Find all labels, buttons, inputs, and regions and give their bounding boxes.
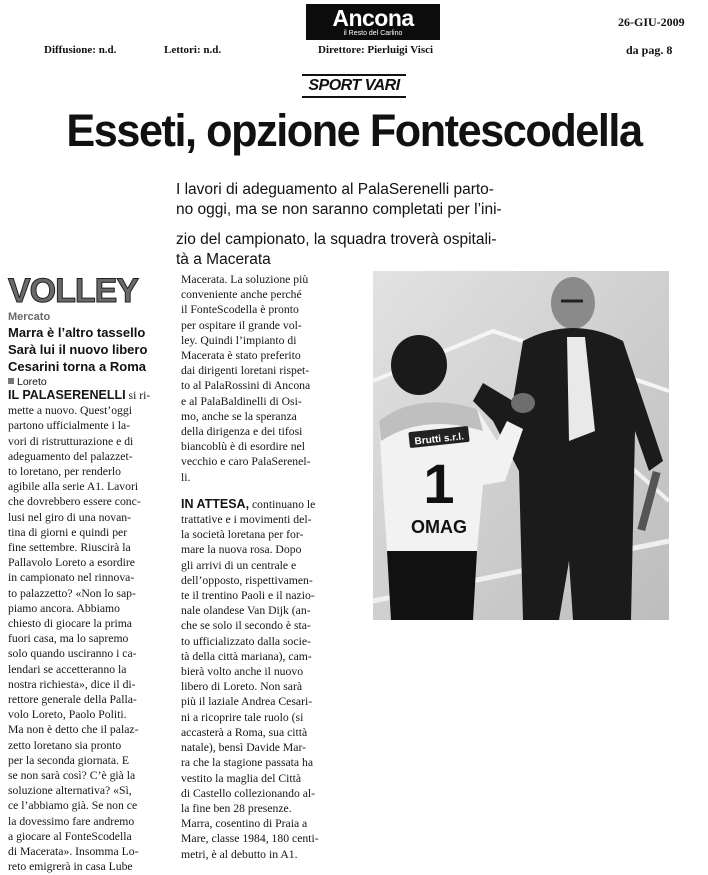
text-line: della dirigenza e dei tifosi [181,425,303,439]
text-line: zetto loretano sia pronto [8,738,122,752]
lettori-info: Lettori: n.d. [164,44,222,56]
text-line: per ospitare il grande vol- [181,318,302,332]
text-line: soluzione alternativa? «Sì, [8,784,132,798]
paragraph-gap [181,485,357,497]
publication-date: 26-GIU-2009 [618,15,685,29]
diffusione-info: Diffusione: n.d. [44,44,117,56]
text-line: che dovrebbero essere conc- [8,495,141,509]
text-line: mare la nuova rosa. Dopo [181,543,302,557]
text-line: li. [181,470,191,484]
text-line: dai dirigenti loretani rispet- [181,364,310,378]
text-line: tina di giorni e quindi per [8,525,128,539]
lead-in: IL PALASERENELLI [8,388,126,402]
subhead-line: Marra è l’altro tassello [8,325,146,340]
text-line: il FonteScodella è pronto [181,303,299,317]
direttore-info: Direttore: Pierluigi Visci [318,44,434,56]
text-line: di Macerata». Insomma Lo- [8,845,139,859]
text-line: mo, anche se la speranza [181,409,297,423]
text-line: la fine ben 28 presenze. [181,801,292,815]
standfirst-line: I lavori di adeguamento al PalaSerenelli parto- [176,181,494,198]
text-line: biancoblù è di esordire nel [181,440,305,454]
jersey-brand: OMAG [411,517,467,537]
standfirst-line: no oggi, ma se non saranno completati per l’ini- [176,201,502,218]
text-line: di Castello collezionando al- [181,786,316,800]
newspaper-name: Ancona [332,5,414,31]
jersey-sponsor: Brutti s.r.l. [414,431,465,448]
text-line: natale), bensì Davide Mar- [181,741,307,755]
text-line: tà della città mariana), cam- [181,649,312,663]
text-line: se non sarà così? C’è già la [8,769,136,783]
text-line: Marra, cosentino di Praia a [181,817,308,831]
text-line: to loretano, per renderlo [8,465,121,479]
newspaper-subname: il Resto del Carlino [343,30,403,37]
text-line: accasterà a Roma, sua città [181,725,308,739]
text-line: to ufficializzato dalla socie- [181,634,311,648]
text-line: volo Loreto, Paolo Politi. [8,708,127,722]
text-line: dell’opposto, rispettivamen- [181,573,313,587]
text-line: solo quando usciranno i ca- [8,647,137,661]
text-line: bierà volto anche il nuovo [181,665,304,679]
text-line: più il laziale Andrea Cesari- [181,695,313,709]
text-line: Mare, classe 1984, 180 centi- [181,832,319,846]
photo-volleyball-handshake [373,271,669,620]
text-line: Macerata è stato preferito [181,349,301,363]
text-line: agibile alla serie A1. Lavori [8,480,139,494]
text-line: a giocare al FonteScodella [8,829,132,843]
bullet-square-icon [8,378,14,384]
text-line: chiesto di giocare la prima [8,617,132,631]
text-line: partono ufficialmente i la- [8,419,131,433]
dateline-place: Loreto [17,376,47,388]
text-line: lendari se accetteranno la [8,662,127,676]
standfirst-line: tà a Macerata [176,251,271,268]
page-reference: da pag. 8 [626,43,673,57]
text-line: trattative e i movimenti del- [181,513,312,527]
text-line: vori di ristrutturazione e di [8,434,134,448]
text-line: Pallavolo Loreto a esordire [8,556,135,570]
text-line: IN ATTESA, continuano le [181,496,316,511]
text-line: nale olandese Van Dijk (an- [181,604,311,618]
topic-label: Mercato [8,311,51,323]
text-line: metri, è al debutto in A1. [181,847,298,861]
text-line: to palazzetto? «Non lo sap- [8,586,136,600]
dateline [8,376,47,388]
text-line: conveniente anche perché [181,288,302,302]
text-line: ni a ricoprire tale ruolo (si [181,710,304,724]
text-line: gli arrivi di un centrale e [181,558,297,572]
article-column-middle [181,272,357,862]
text-line: ce l’abbiamo già. Se non ce [8,799,138,813]
newspaper-logo [306,4,440,40]
subhead-line: Cesarini torna a Roma [8,359,146,374]
text-line: fine settembre. Riuscirà la [8,541,131,555]
text-line: lusi nel giro di una novan- [8,510,132,524]
text-line: in campionato nel rinnova- [8,571,135,585]
text-line: la dovessimo fare andremo [8,814,135,828]
article-subheads [8,324,178,375]
text-line: Ma non è detto che il palaz- [8,723,139,737]
text-line: fuori casa, ma lo sapremo [8,632,129,646]
standfirst-line: zio del campionato, la squadra troverà ospitali- [176,231,497,248]
article-standfirst [176,180,536,270]
article-photo [373,271,669,620]
text-line: per la seconda giornata. E [8,753,130,767]
text-line: che se solo il secondo è sta- [181,619,311,633]
text-line: mette a nuovo. Quest’oggi [8,404,132,418]
text-line: ra che la stagione passata ha [181,756,314,770]
text-line: ley. Quindi l’impianto di [181,333,297,347]
text-line: Macerata. La soluzione più [181,273,309,286]
text-line: vecchio e caro PalaSerenel- [181,455,311,469]
text-line: rettore generale della Palla- [8,693,137,707]
subhead-line: Sarà lui il nuovo libero [8,342,148,357]
lead-in: IN ATTESA, [181,496,250,511]
text-line: libero di Loreto. Non sarà [181,680,303,694]
text-line: e al PalaBaldinelli di Osi- [181,394,302,408]
article-headline: Esseti, opzione Fontescodella [66,105,642,156]
text-line: adeguamento del palazzet- [8,449,133,463]
text-line: la società loretana per for- [181,528,304,542]
text-line: vestito la maglia del Città [181,771,302,785]
jersey-number: 1 [423,452,455,515]
text-line: nostra richiesta», dice il di- [8,677,136,691]
text-line: te il trentino Paoli e il nazio- [181,589,315,603]
text-line: to al PalaRossini di Ancona [181,379,311,393]
section-label: SPORT VARI [302,74,406,98]
sport-kicker: VOLLEY [8,272,139,310]
text-line: IL PALASERENELLI si ri- [8,388,151,402]
article-column-left [8,388,174,875]
text-line: reto emigrerà in casa Lube [8,860,133,874]
text-line: piamo ancora. Abbiamo [8,601,120,615]
